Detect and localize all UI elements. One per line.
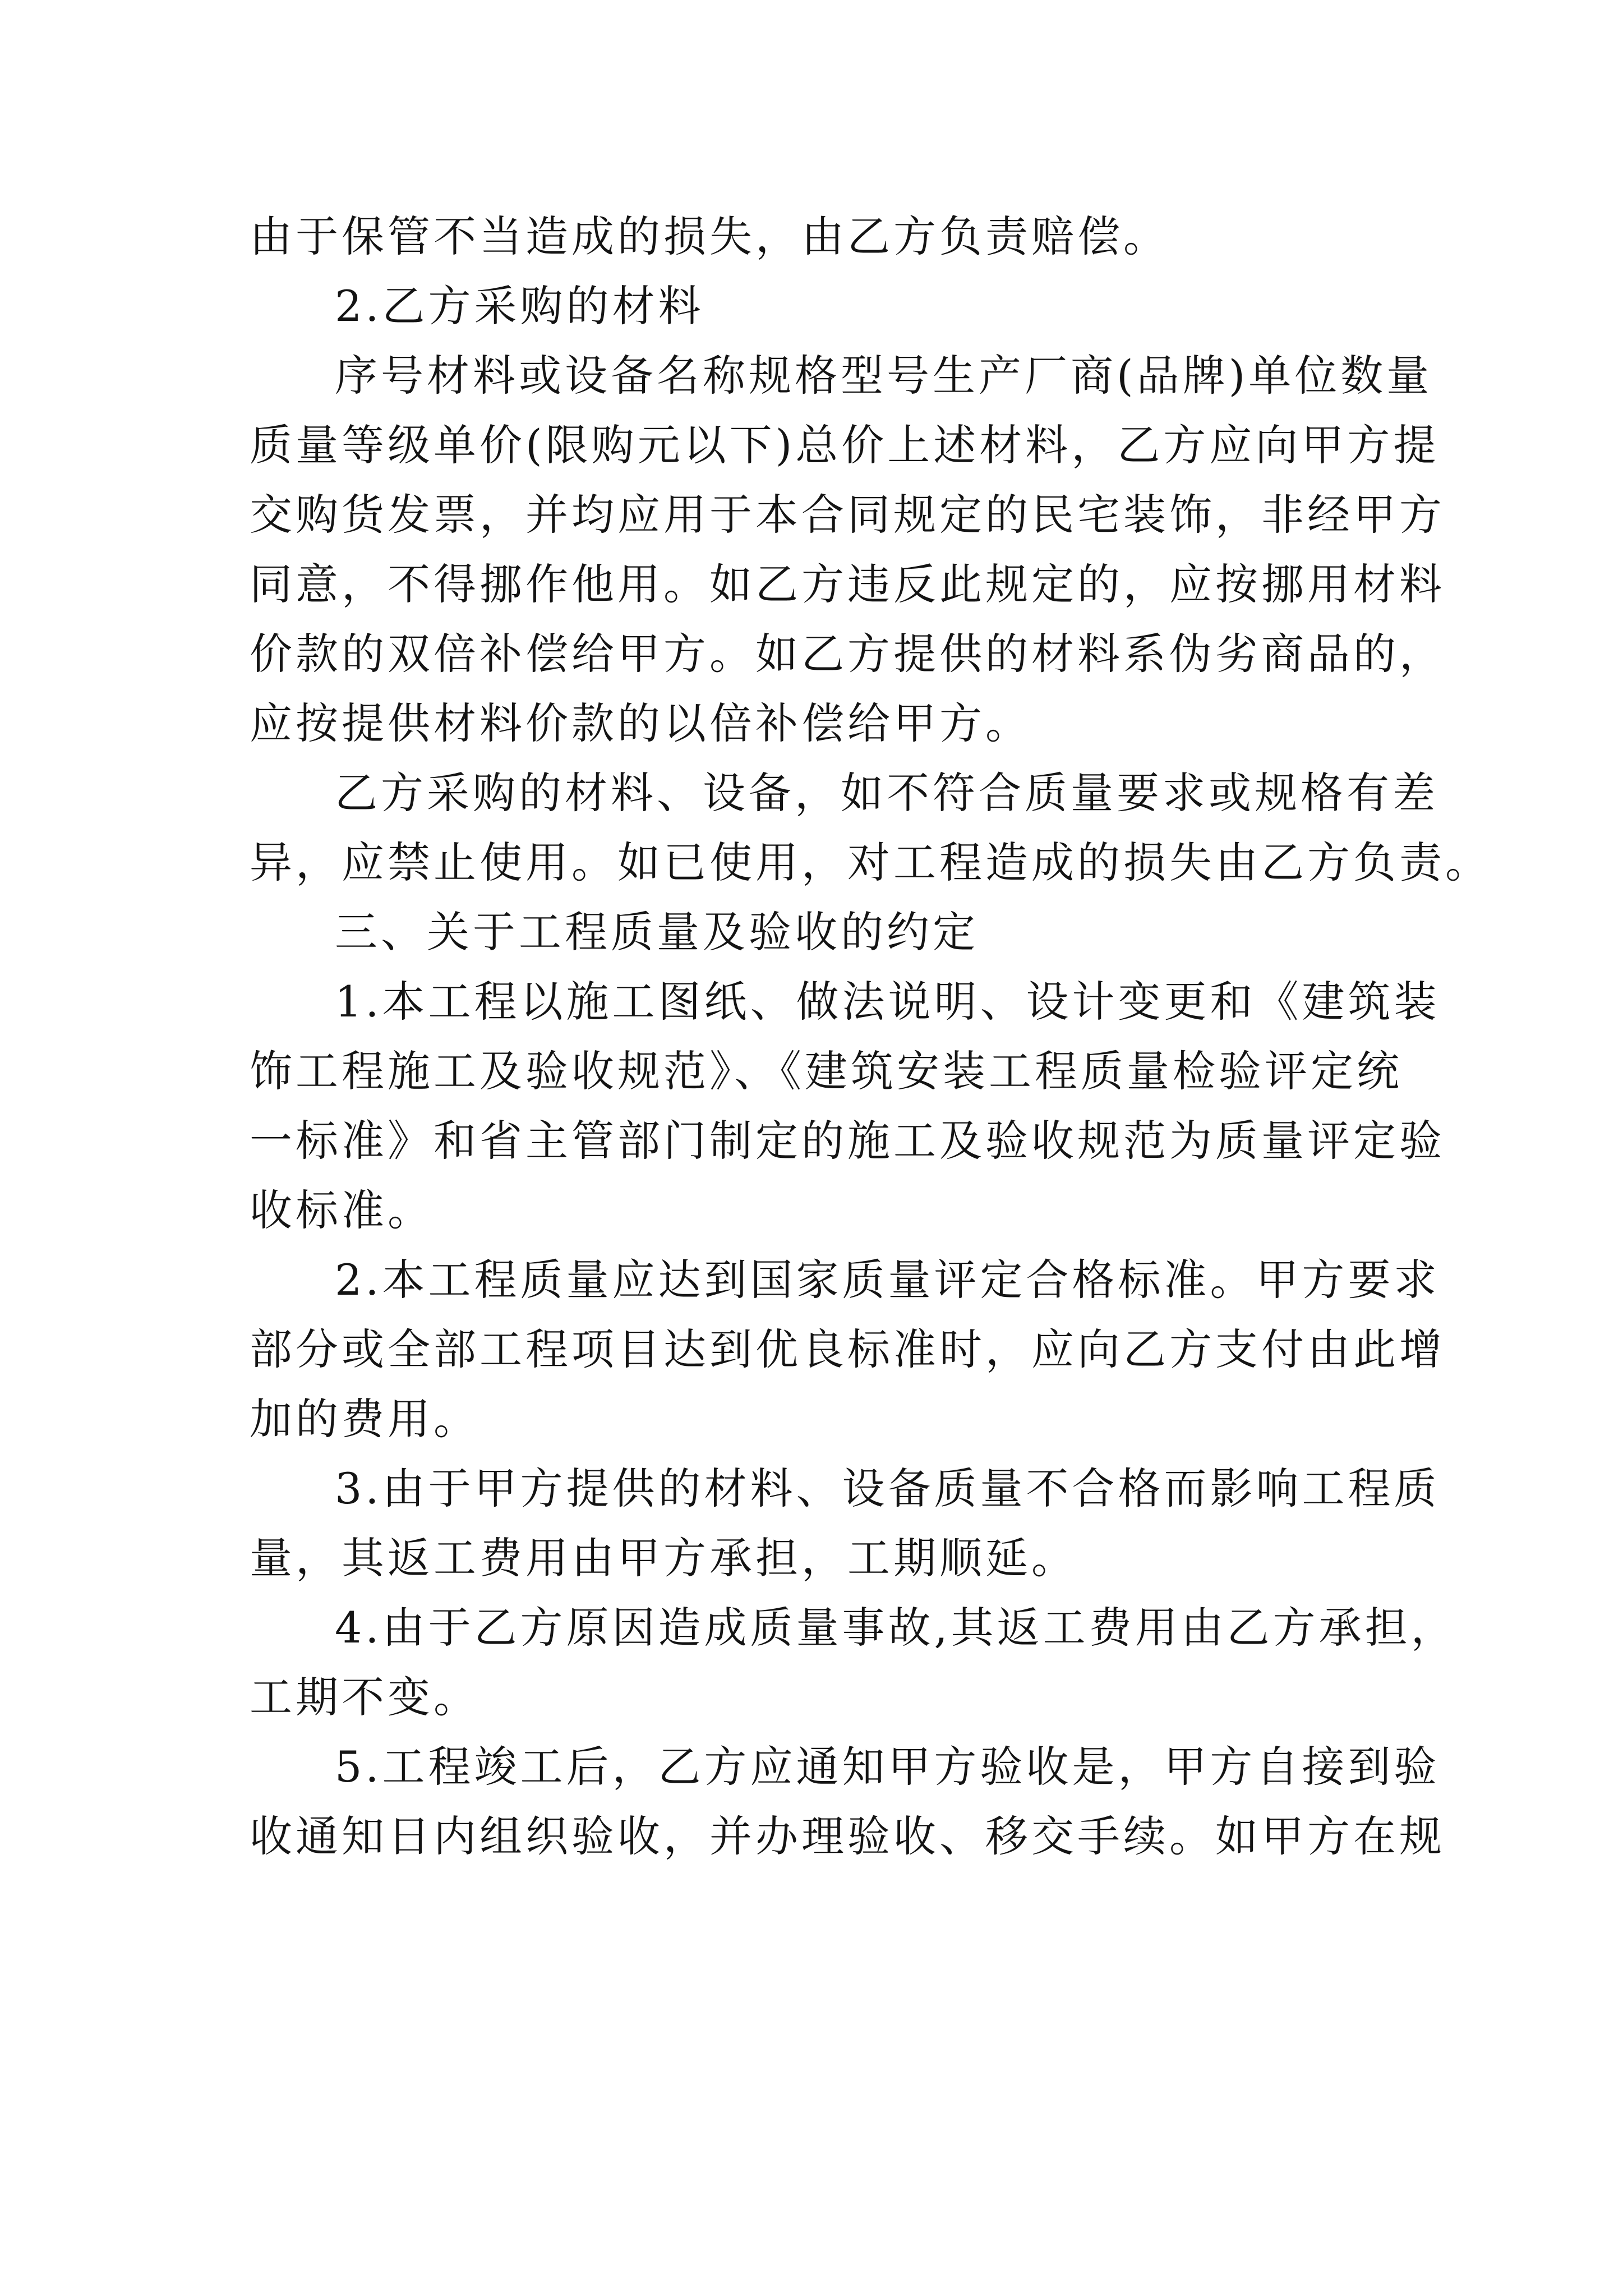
text-line: 应按提供材料价款的以倍补偿给甲方。 (250, 698, 1031, 748)
text-line: 部分或全部工程项目达到优良标准时，应向乙方支付由此增 (250, 1324, 1445, 1374)
text-line: 4.由于乙方原因造成质量事故,其返工费用由乙方承担， (335, 1603, 1457, 1653)
text-line: 乙方采购的材料、设备，如不符合质量要求或规格有差 (335, 768, 1438, 818)
text-line: 饰工程施工及验收规范》、《建筑安装工程质量检验评定统 (250, 1046, 1403, 1096)
text-line: 收通知日内组织验收，并办理验收、移交手续。如甲方在规 (250, 1811, 1445, 1861)
text-line: 异，应禁止使用。如已使用，对工程造成的损失由乙方负责。 (250, 838, 1491, 887)
section-heading: 三、关于工程质量及验收的约定 (335, 907, 979, 957)
text-line: 同意，不得挪作他用。如乙方违反此规定的，应按挪用材料 (250, 559, 1445, 609)
text-line: 收标准。 (250, 1185, 434, 1235)
text-line: 价款的双倍补偿给甲方。如乙方提供的材料系伪劣商品的， (250, 629, 1445, 679)
text-line: 工期不变。 (250, 1672, 479, 1722)
text-line: 一标准》和省主管部门制定的施工及验收规范为质量评定验 (250, 1116, 1445, 1166)
text-line: 1.本工程以施工图纸、做法说明、设计变更和《建筑装 (335, 977, 1440, 1027)
text-line: 序号材料或设备名称规格型号生产厂商(品牌)单位数量 (335, 351, 1433, 401)
text-line: 质量等级单价(限购元以下)总价上述材料，乙方应向甲方提 (250, 420, 1440, 470)
document-body (250, 202, 1491, 1871)
text-line: 3.由于甲方提供的材料、设备质量不合格而影响工程质 (335, 1464, 1440, 1513)
text-line: 2.本工程质量应达到国家质量评定合格标准。甲方要求 (335, 1255, 1440, 1305)
text-line: 5.工程竣工后，乙方应通知甲方验收是，甲方自接到验 (335, 1742, 1440, 1792)
text-line: 2.乙方采购的材料 (335, 281, 704, 331)
text-line: 由于保管不当造成的损失，由乙方负责赔偿。 (250, 211, 1169, 261)
text-line: 交购货发票，并均应用于本合同规定的民宅装饰，非经甲方 (250, 490, 1445, 540)
text-line: 量，其返工费用由甲方承担，工期顺延。 (250, 1533, 1077, 1583)
text-line: 加的费用。 (250, 1394, 479, 1444)
